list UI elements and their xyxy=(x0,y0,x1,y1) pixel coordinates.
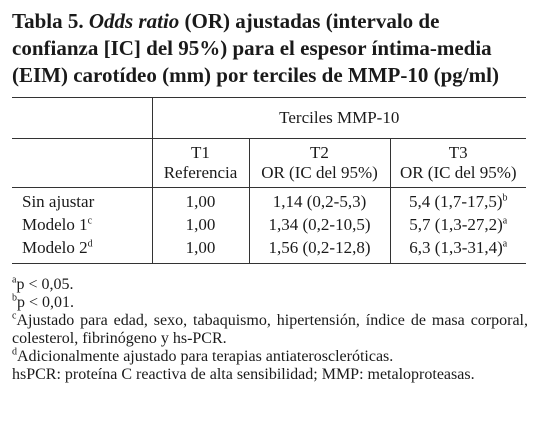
row-label: Modelo 2$^d$ xyxy=(12,236,152,264)
footnote: $^b$p < 0,01. xyxy=(12,292,75,311)
table-footnotes xyxy=(12,276,528,384)
footnote: $^c$Ajustado para edad, sexo, tabaquismo, hipertensión, índice de masa corporal, colesterol, fibrinógeno y hs-PCR. xyxy=(12,310,528,347)
table-title xyxy=(12,8,528,89)
footnote: $^d$Adicionalmente ajustado para terapias antiateroscleróticas. xyxy=(12,346,394,365)
col-header-t3: T3 OR (IC del 95%) xyxy=(390,139,526,188)
col-header-t2: T2 OR (IC del 95%) xyxy=(249,139,390,188)
footnote: $^a$p < 0,05. xyxy=(12,274,74,293)
cell-t1: 1,00 xyxy=(152,236,249,264)
corner-cell xyxy=(12,98,152,139)
cell-t3: 5,7 $(1,3-27,2)^a$ xyxy=(390,213,526,236)
col-header-t1: T1 Referencia xyxy=(152,139,249,188)
table-row xyxy=(12,236,526,264)
odds-ratio-table xyxy=(12,97,526,264)
cell-t1: 1,00 xyxy=(152,188,249,214)
title-text: (OR) ajustadas (intervalo de confianza [IC] del 95%) para el espesor íntima-media (EIM) carotídeo (mm) por terciles de MMP-10 (pg/ml) xyxy=(12,9,499,87)
title-italic-term: Odds ratio xyxy=(88,9,180,33)
group-header: Terciles MMP-10 xyxy=(152,98,526,139)
footnote: hsPCR: proteína C reactiva de alta sensibilidad; MMP: metaloproteasas. xyxy=(12,366,475,383)
cell-t1: 1,00 xyxy=(152,213,249,236)
table-row xyxy=(12,213,526,236)
row-label: Sin ajustar xyxy=(12,188,152,214)
cell-t2: 1,34 (0,2-10,5) xyxy=(249,213,390,236)
cell-t2: 1,56 (0,2-12,8) xyxy=(249,236,390,264)
cell-t3: 6,3 $(1,3-31,4)^a$ xyxy=(390,236,526,264)
table-label: Tabla 5. xyxy=(12,9,84,33)
table-row xyxy=(12,188,526,214)
cell-t2: 1,14 (0,2-5,3) xyxy=(249,188,390,214)
cell-t3: 5,4 $(1,7-17,5)^b$ xyxy=(390,188,526,214)
row-label: Modelo 1$^c$ xyxy=(22,215,93,234)
corner-cell-sub xyxy=(12,139,152,188)
